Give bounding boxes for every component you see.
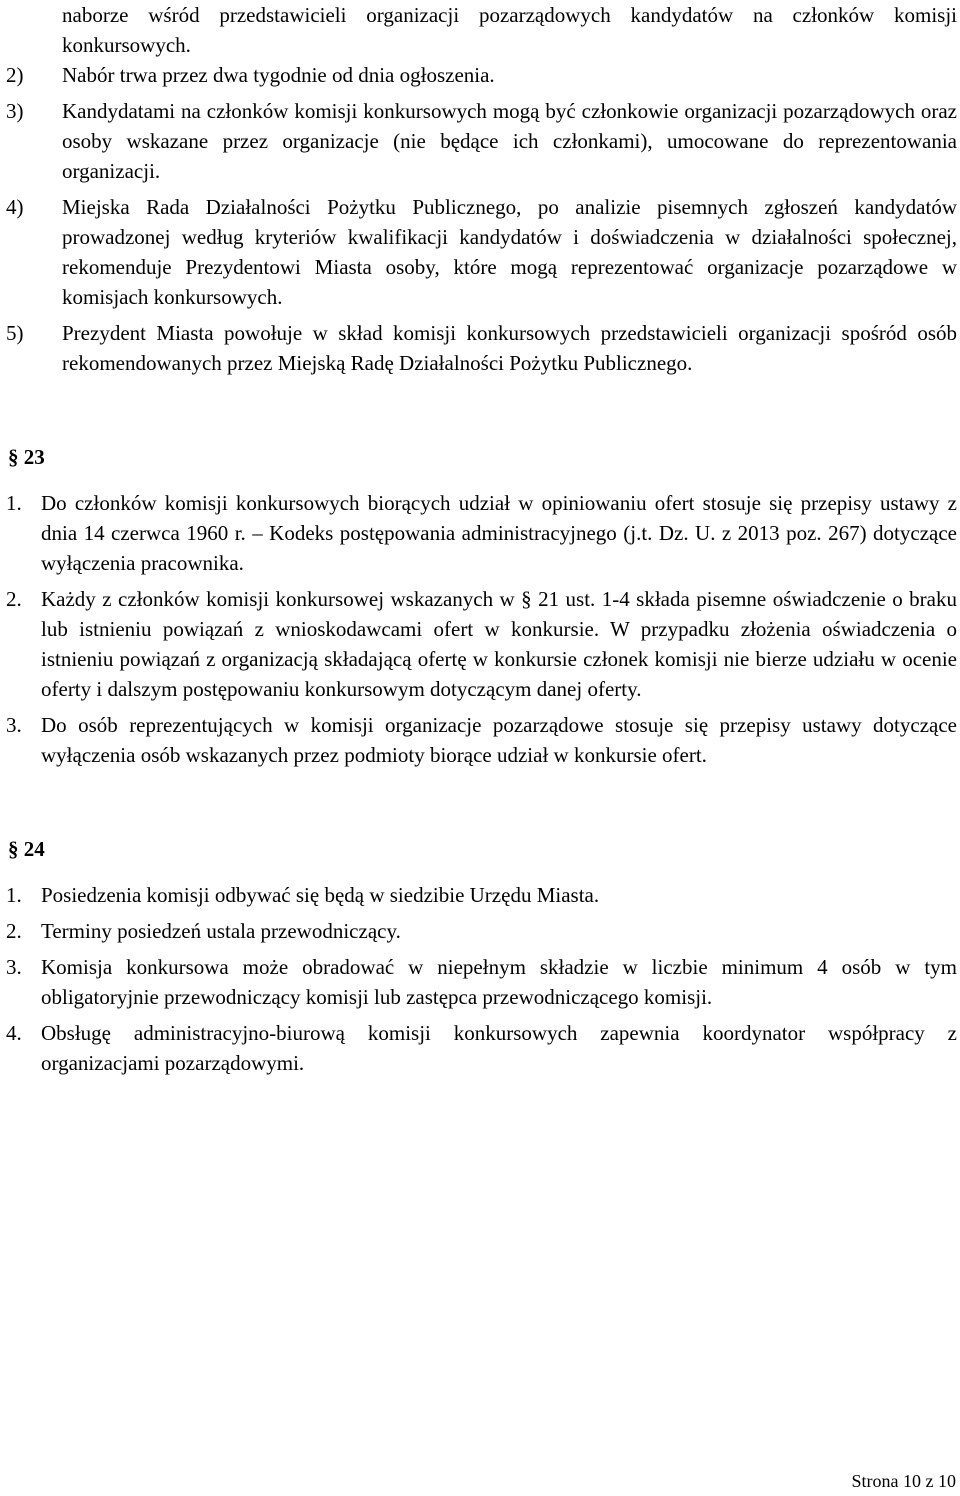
- continued-paragraph: naborze wśród przedstawicieli organizacji pozarządowych kandydatów na członków komisji konkursowych.: [62, 3, 957, 57]
- list-item-number: 1.: [6, 883, 22, 907]
- list-item-text: Prezydent Miasta powołuje w skład komisji konkursowych przedstawicieli organizacji spośród osób rekomendowanych przez Miejską Radę Działalności Pożytku Publicznego.: [62, 321, 957, 375]
- page-number: Strona 10 z 10: [851, 1471, 956, 1491]
- list-item-number: 3): [6, 99, 24, 123]
- list-item-number: 1.: [6, 491, 22, 515]
- list-item-text: Do osób reprezentujących w komisji organizacje pozarządowe stosuje się przepisy ustawy dotyczące wyłączenia osób wskazanych przez podmioty biorące udział w konkursie ofert.: [41, 713, 957, 767]
- list-item-number: 2.: [6, 587, 22, 611]
- list-item-text: Komisja konkursowa może obradować w niepełnym składzie w liczbie minimum 4 osób w tym obligatoryjnie przewodniczący komisji lub zastępca przewodniczącego komisji.: [41, 955, 957, 1009]
- list-item-number: 3.: [6, 713, 22, 737]
- list-item-number: 2.: [6, 919, 22, 943]
- list-item: [6, 318, 957, 378]
- list-item: [6, 488, 957, 578]
- list-item-text: Posiedzenia komisji odbywać się będą w siedzibie Urzędu Miasta.: [41, 883, 600, 907]
- list-item: [6, 192, 957, 312]
- list-item-number: 3.: [6, 955, 22, 979]
- list-item-text: Terminy posiedzeń ustala przewodniczący.: [41, 919, 401, 943]
- section-heading: § 24: [8, 837, 45, 861]
- list-item-text: Nabór trwa przez dwa tygodnie od dnia ogłoszenia.: [62, 63, 495, 87]
- list-item: [6, 916, 957, 946]
- list-item-number: 5): [6, 321, 24, 345]
- list-item-number: 2): [6, 63, 24, 87]
- list-item: [6, 96, 957, 186]
- list-item: [6, 60, 957, 90]
- section-heading: § 23: [8, 445, 45, 469]
- document-page: [6, 0, 957, 1078]
- list-item: [6, 1018, 957, 1078]
- list-item-number: 4): [6, 195, 24, 219]
- list-item-text: Każdy z członków komisji konkursowej wskazanych w § 21 ust. 1-4 składa pisemne oświadczenie o braku lub istnieniu powiązań z wnioskodawcami ofert w konkursie. W przypadku złożenia oświadczenia o istnieniu powiązań z organizacją składającą ofertę w konkursie członek komisji nie bierze udziału w ocenie oferty i dalszym postępowaniu konkursowym dotyczącym danej oferty.: [41, 587, 957, 701]
- list-item-text: Kandydatami na członków komisji konkursowych mogą być członkowie organizacji pozarządowych oraz osoby wskazane przez organizacje (nie będące ich członkami), umocowane do reprezentowania organizacji.: [62, 99, 957, 183]
- list-item: [6, 710, 957, 770]
- list-item-number: 4.: [6, 1021, 22, 1045]
- list-item-text: Miejska Rada Działalności Pożytku Publicznego, po analizie pisemnych zgłoszeń kandydatów prowadzonej według kryteriów kwalifikacji kandydatów i doświadczenia w działalności społecznej, rekomenduje Prezydentowi Miasta osoby, które mogą reprezentować organizacje pozarządowe w komisjach konkursowych.: [62, 195, 957, 309]
- list-item-text: Do członków komisji konkursowych biorących udział w opiniowaniu ofert stosuje się przepisy ustawy z dnia 14 czerwca 1960 r. – Kodeks postępowania administracyjnego (j.t. Dz. U. z 2013 poz. 267) dotyczące wyłączenia pracownika.: [41, 491, 957, 575]
- list-item: [6, 952, 957, 1012]
- list-item-text: Obsługę administracyjno-biurową komisji konkursowych zapewnia koordynator współpracy z organizacjami pozarządowymi.: [41, 1021, 957, 1075]
- list-item: [6, 584, 957, 704]
- list-item: [6, 880, 957, 910]
